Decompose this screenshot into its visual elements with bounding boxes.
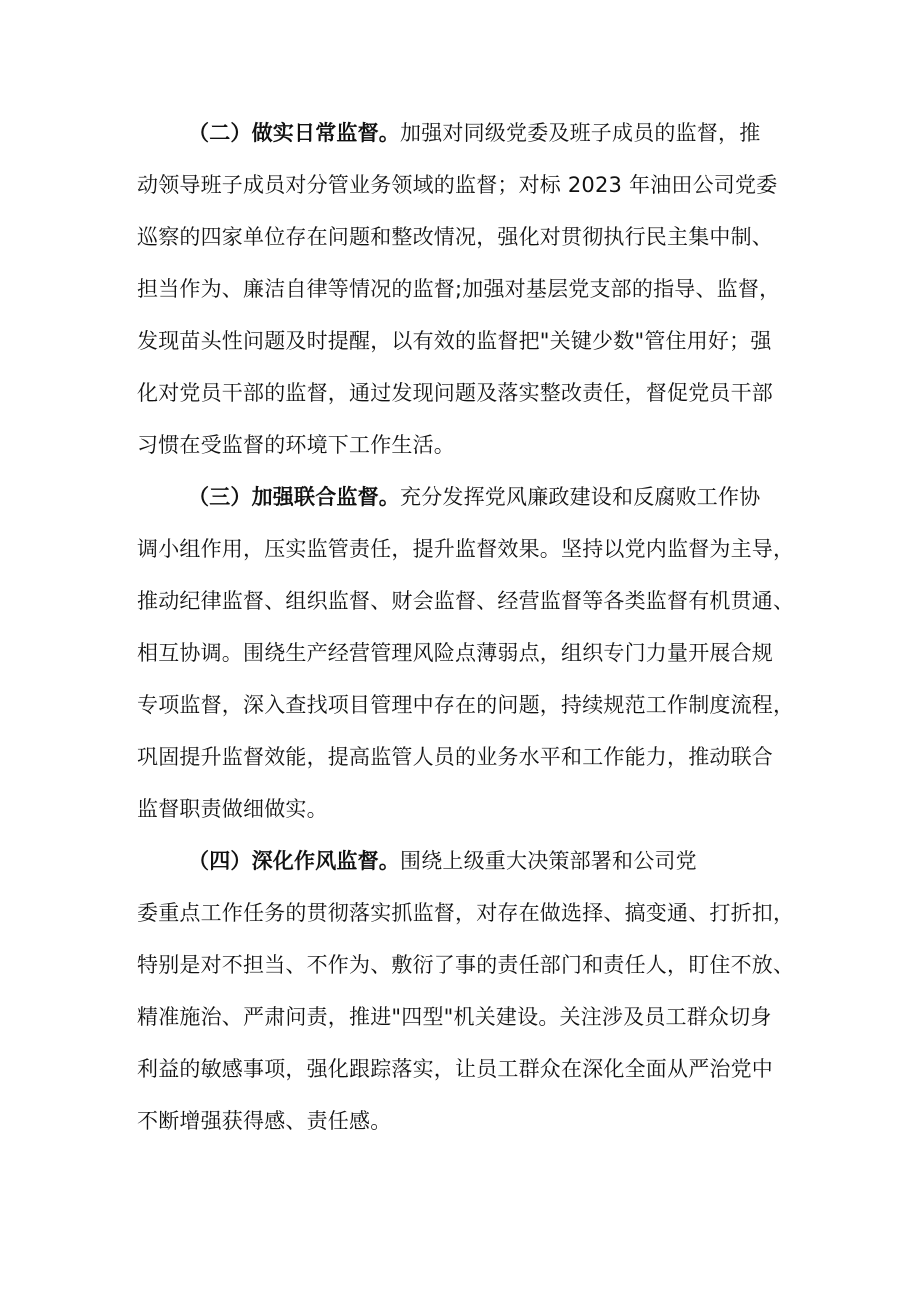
section-4-line-1 bbox=[188, 851, 697, 872]
section-3-line-6: 巩固提升监督效能，提高监管人员的业务水平和工作能力，推动联合 bbox=[137, 745, 773, 769]
section-3-line-5: 专项监督，深入查找项目管理中存在的问题，持续规范工作制度流程， bbox=[137, 693, 795, 717]
section-4-line-5: 利益的敏感事项，强化跟踪落实，让员工群众在深化全面从严治党中 bbox=[137, 1057, 773, 1081]
section-2-line-4: 担当作为、廉洁自律等情况的监督;加强对基层党支部的指导、监督， bbox=[137, 277, 781, 301]
section-2-line-3: 巡察的四家单位存在问题和整改情况，强化对贯彻执行民主集中制、 bbox=[137, 225, 773, 249]
section-2-line-6: 化对党员干部的监督，通过发现问题及落实整改责任，督促党员干部 bbox=[137, 381, 773, 405]
section-3-heading: （三）加强联合监督。 bbox=[188, 485, 400, 509]
section-3-line-4: 相互协调。围绕生产经营管理风险点薄弱点，组织专门力量开展合规 bbox=[137, 641, 773, 665]
section-4-line-4: 精准施治、严肃问责，推进"四型"机关建设。关注涉及员工群众切身 bbox=[137, 1005, 772, 1029]
section-3-line-3: 推动纪律监督、组织监督、财会监督、经营监督等各类监督有机贯通、 bbox=[137, 589, 795, 613]
section-4-line-6: 不断增强获得感、责任感。 bbox=[137, 1109, 392, 1133]
section-2-heading: （二）做实日常监督。 bbox=[188, 121, 400, 145]
section-2-line-2: 动领导班子成员对分管业务领域的监督；对标 2023 年油田公司党委 bbox=[137, 173, 778, 197]
section-2-line-7: 习惯在受监督的环境下工作生活。 bbox=[137, 433, 455, 457]
section-4-heading: （四）深化作风监督。 bbox=[188, 849, 400, 873]
section-4-line-3: 特别是对不担当、不作为、敷衍了事的责任部门和责任人，盯住不放、 bbox=[137, 953, 795, 977]
section-3-text: 充分发挥党风廉政建设和反腐败工作协 bbox=[400, 485, 761, 509]
section-3-line-2: 调小组作用，压实监管责任，提升监督效果。坚持以党内监督为主导， bbox=[137, 537, 795, 561]
section-2-line-1 bbox=[188, 123, 760, 144]
section-4-line-2: 委重点工作任务的贯彻落实抓监督，对存在做选择、搞变通、打折扣， bbox=[137, 901, 795, 925]
section-2-line-5: 发现苗头性问题及时提醒，以有效的监督把"关键少数"管住用好；强 bbox=[137, 329, 772, 353]
section-3-line-7: 监督职责做细做实。 bbox=[137, 797, 328, 821]
section-3-line-1 bbox=[188, 487, 760, 508]
section-2-text: 加强对同级党委及班子成员的监督，推 bbox=[400, 121, 761, 145]
section-4-text: 围绕上级重大决策部署和公司党 bbox=[400, 849, 697, 873]
